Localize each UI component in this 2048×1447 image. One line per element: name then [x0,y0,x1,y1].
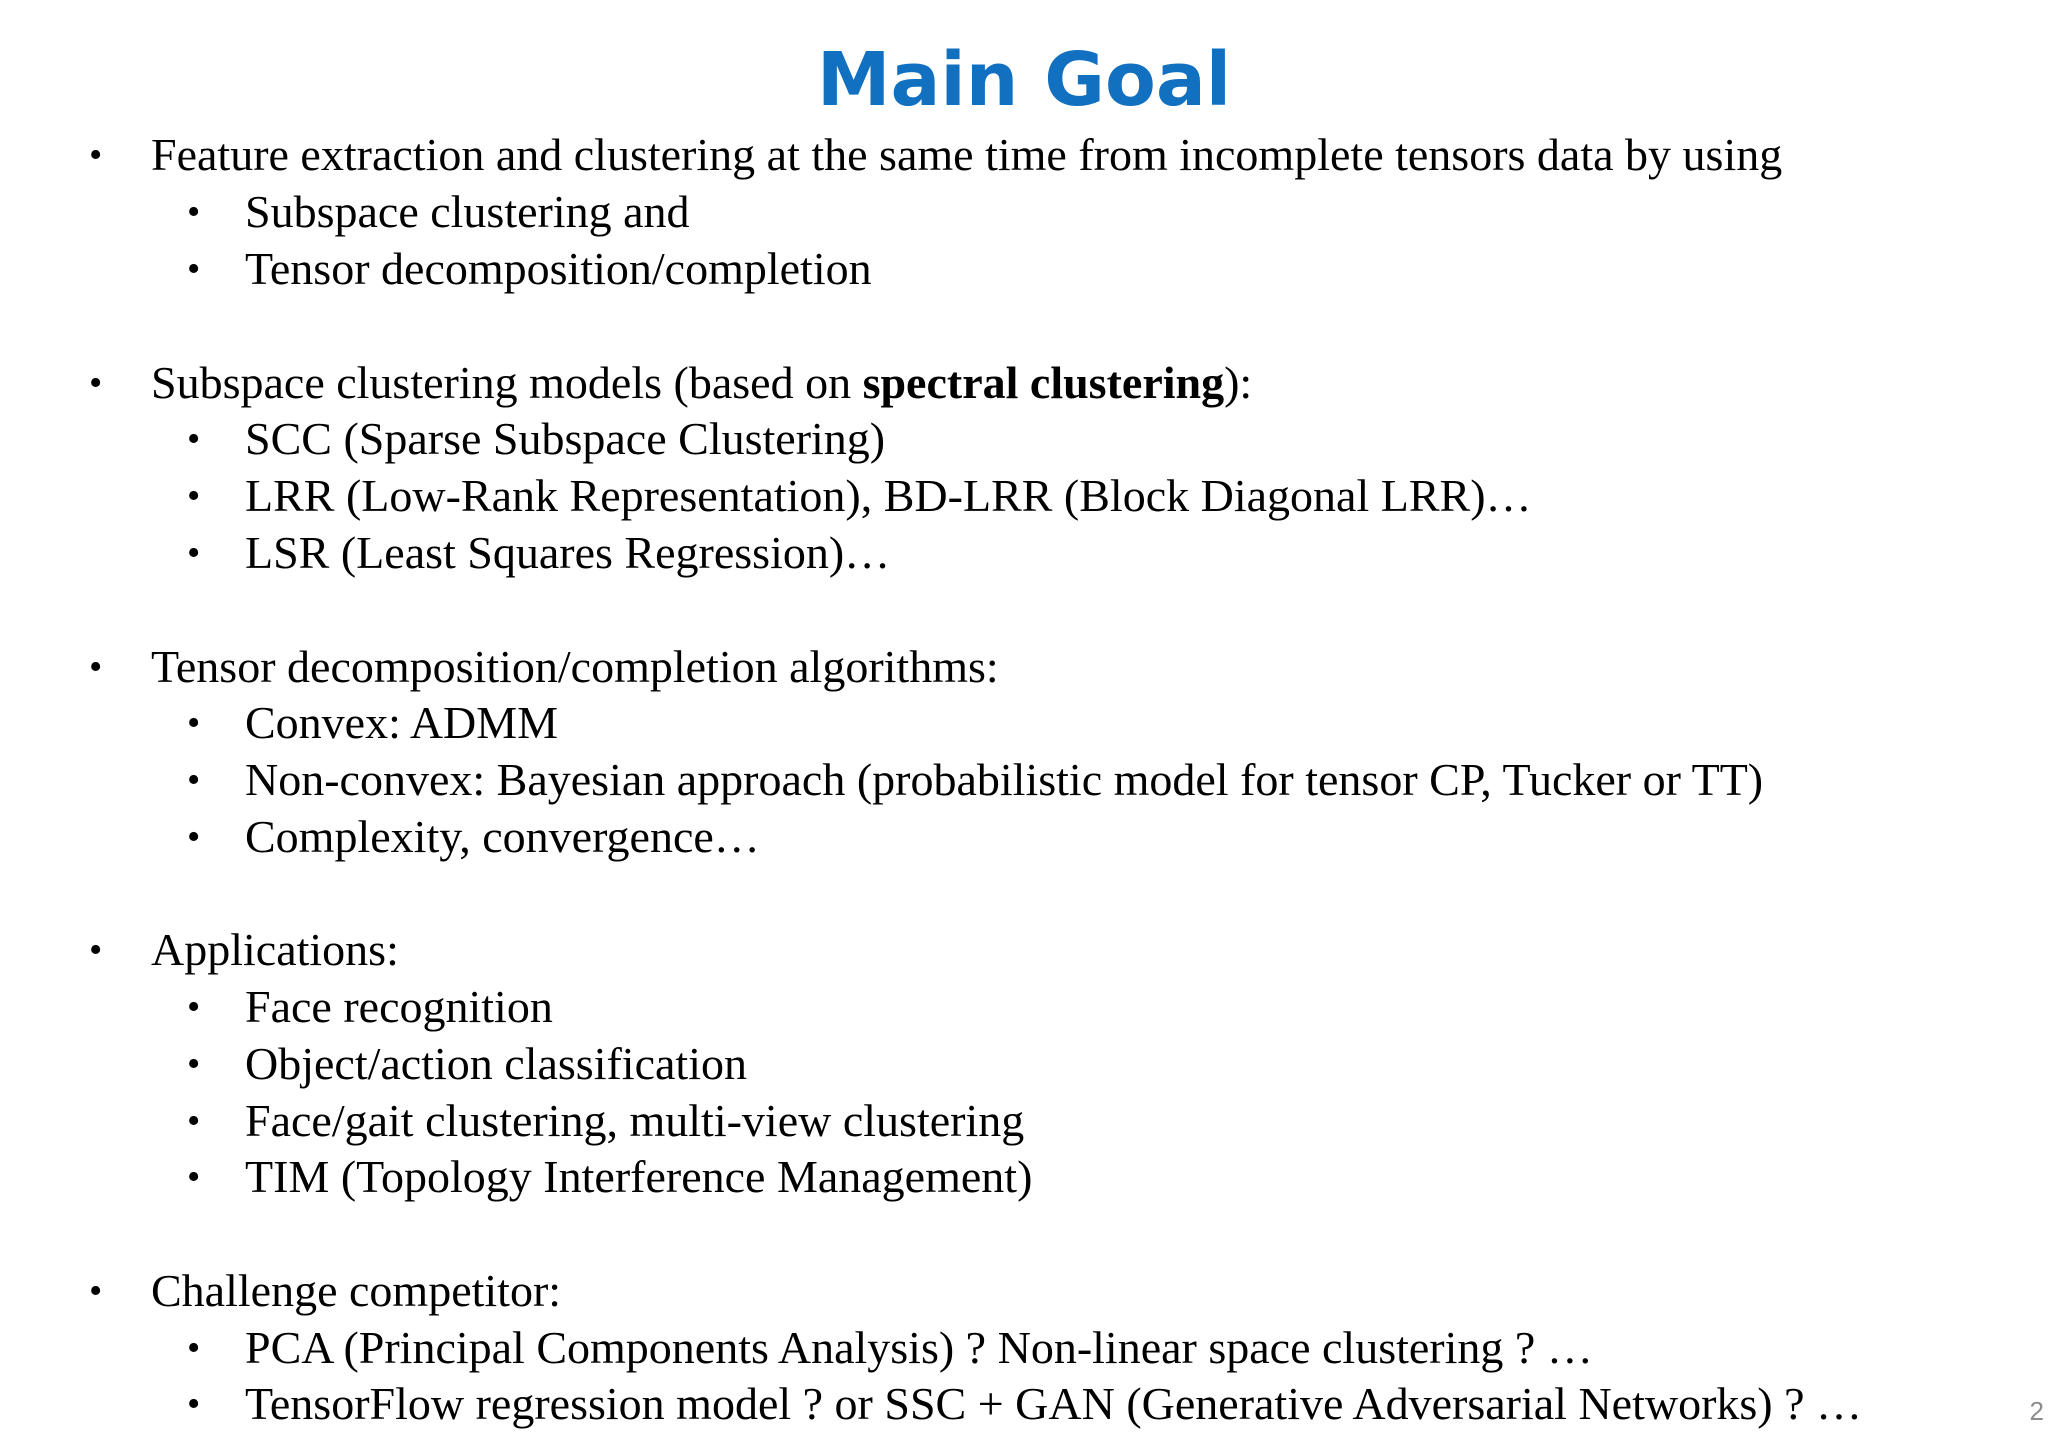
item-text: Face/gait clustering, multi-view clustering [245,1095,1025,1146]
bullet-icon: • [187,986,201,1028]
list-item [187,696,559,750]
bullet-heading-applications [89,923,399,977]
item-text: Object/action classification [245,1038,747,1089]
bullet-icon: • [89,1270,103,1312]
list-item [187,753,1764,807]
list-item [187,1377,1863,1431]
list-item [187,526,891,580]
bullet-heading-challenge [89,1264,562,1318]
bullet-icon: • [187,475,201,517]
list-item [187,810,760,864]
bullet-icon: • [89,646,103,688]
bullet-icon: • [89,929,103,971]
bullet-icon: • [187,1100,201,1142]
bullet-heading-tensor-algorithms [89,640,999,694]
bullet-icon: • [187,702,201,744]
heading-text: Feature extraction and clustering at the same time from incomplete tensors data by using [151,129,1783,180]
heading-text: Applications: [151,924,399,975]
heading-text-bold: spectral clustering [862,357,1225,408]
heading-text: Challenge competitor: [151,1265,562,1316]
list-item [187,1321,1593,1375]
item-text: Convex: ADMM [245,697,559,748]
list-item [187,469,1532,523]
bullet-icon: • [187,532,201,574]
bullet-heading-subspace-models [89,356,1253,410]
bullet-icon: • [187,1156,201,1198]
item-text: Non-convex: Bayesian approach (probabilistic model for tensor CP, Tucker or TT) [245,754,1764,805]
page-number: 2 [2029,1396,2044,1426]
bullet-icon: • [187,759,201,801]
bullet-heading-feature-extraction [89,128,1783,182]
list-item [187,242,872,296]
heading-text: Tensor decomposition/completion algorithms: [151,641,999,692]
heading-text-part: ): [1224,357,1253,408]
item-text: Face recognition [245,981,553,1032]
list-item [187,185,690,239]
slide-title: Main Goal [816,37,1232,123]
item-text: Subspace clustering and [245,186,690,237]
item-text: Complexity, convergence… [245,811,760,862]
item-text: TIM (Topology Interference Management) [245,1151,1033,1202]
bullet-icon: • [187,418,201,460]
item-text: SCC (Sparse Subspace Clustering) [245,413,886,464]
item-text: LRR (Low-Rank Representation), BD-LRR (Block Diagonal LRR)… [245,470,1532,521]
list-item [187,412,886,466]
list-item [187,1094,1025,1148]
bullet-icon: • [187,248,201,290]
bullet-icon: • [89,362,103,404]
item-text: LSR (Least Squares Regression)… [245,527,891,578]
item-text: TensorFlow regression model ? or SSC + GAN (Generative Adversarial Networks) ? … [245,1378,1863,1429]
item-text: Tensor decomposition/completion [245,243,872,294]
bullet-icon: • [89,134,103,176]
list-item [187,980,553,1034]
list-item [187,1150,1033,1204]
bullet-icon: • [187,191,201,233]
item-text: PCA (Principal Components Analysis) ? Non-linear space clustering ? … [245,1322,1593,1373]
list-item [187,1037,747,1091]
bullet-icon: • [187,1327,201,1369]
bullet-icon: • [187,1383,201,1425]
heading-text-part: Subspace clustering models (based on [151,357,863,408]
bullet-icon: • [187,816,201,858]
bullet-icon: • [187,1043,201,1085]
